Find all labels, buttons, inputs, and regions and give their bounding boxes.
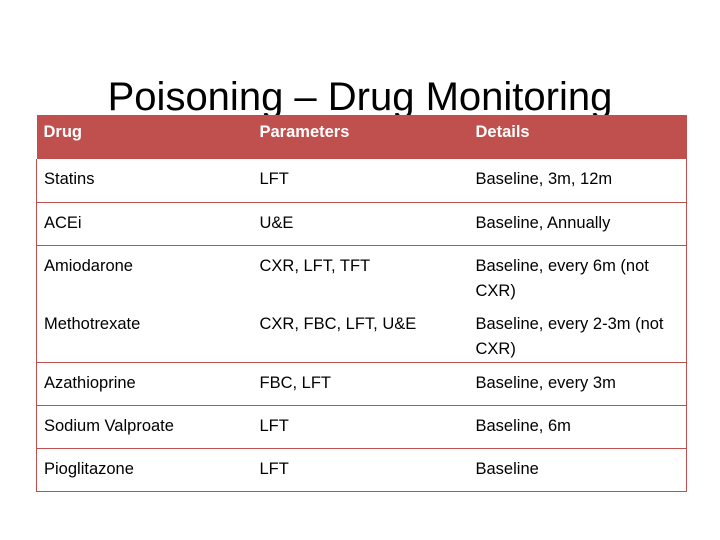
table-row [37,405,687,448]
drug-cell: Amiodarone [44,256,133,275]
slide-title: Poisoning – Drug Monitoring [107,74,613,119]
table-row [37,304,687,363]
details-cell: Baseline, every 3m [475,373,616,392]
details-cell: Baseline [475,459,539,478]
details-cell: Baseline, every 2-3m (not CXR) [475,314,664,358]
drug-cell: Statins [44,170,95,188]
parameters-cell: LFT [259,170,289,188]
parameters-cell: CXR, FBC, LFT, U&E [259,314,417,333]
table-row [37,245,687,304]
parameters-cell: LFT [259,416,289,435]
drug-cell: ACEi [44,213,82,232]
drug-cell: Methotrexate [44,314,141,333]
drug-cell: Pioglitazone [44,459,134,478]
table-row [37,362,687,405]
details-cell: Baseline, every 6m (not CXR) [475,256,649,300]
column-header-parameters: Parameters [259,123,350,141]
table-row [37,159,687,202]
table-row [37,202,687,245]
drug-cell: Azathioprine [44,373,136,392]
table-row [37,448,687,491]
details-cell: Baseline, Annually [475,213,611,232]
table-header-row [37,115,687,159]
parameters-cell: FBC, LFT [259,373,332,392]
details-cell: Baseline, 3m, 12m [475,170,613,188]
drug-cell: Sodium Valproate [44,416,174,435]
parameters-cell: U&E [259,213,294,232]
drug-monitoring-table [36,115,687,492]
parameters-cell: LFT [259,459,289,478]
details-cell: Baseline, 6m [475,416,571,435]
column-header-details: Details [475,123,530,141]
parameters-cell: CXR, LFT, TFT [259,256,371,275]
column-header-drug: Drug [43,123,82,141]
